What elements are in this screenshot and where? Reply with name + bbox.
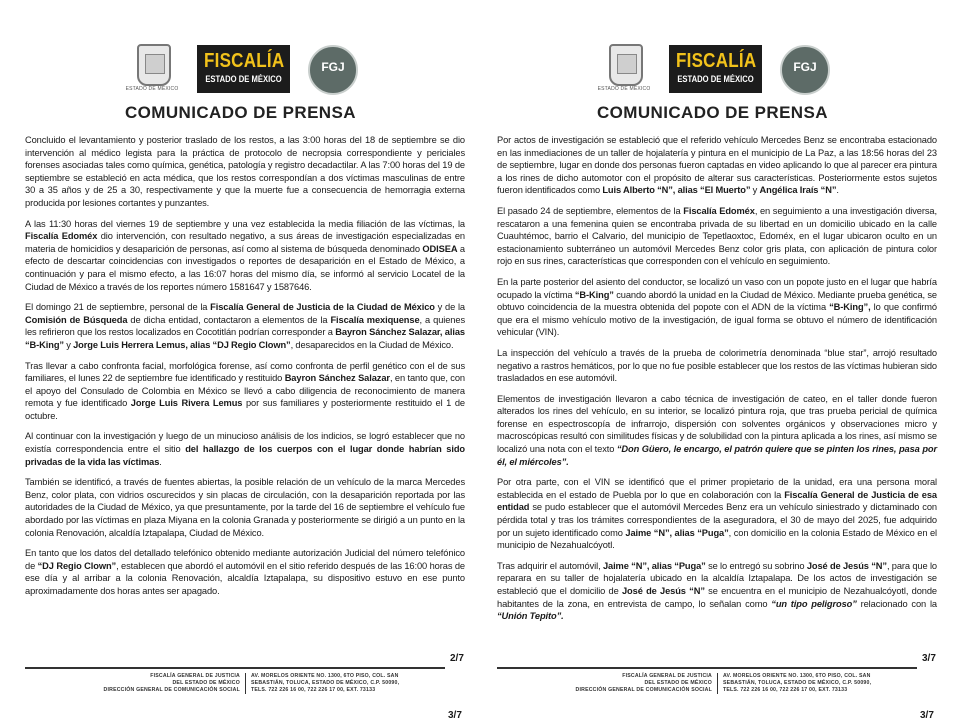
text: se encuentra en el municipio de Nezahualcóyotl, donde habitantes de la zona, en entrevista de campo, lo señalan como (497, 586, 937, 609)
bold-text: Comisión de Búsqueda (25, 314, 128, 325)
footer-line: AV. MORELOS ORIENTE NO. 1300, 6TO PISO, COL. SAN (723, 673, 871, 679)
footer-line: DIRECCIÓN GENERAL DE COMUNICACIÓN SOCIAL (575, 687, 712, 693)
text: El domingo 21 de septiembre, personal de la (25, 302, 211, 313)
text: Tras llevar a cabo confronta facial, morfológica forense, así como confronta de perfil genético con el de sus familiares, el lunes 22 de septiembre fue identificado y restituido (25, 360, 465, 384)
page-number: 3/7 (922, 653, 936, 664)
text: cuando abordó la unidad en la Ciudad de México. Mediante prueba genética, se obtuvo coincidencia de la muestra obtenida del popote con el ADN de la víctima (497, 289, 937, 313)
footer-line: FISCALÍA GENERAL DE JUSTICIA (622, 673, 712, 679)
footer-separator (717, 673, 718, 694)
text: , con domicilio en la colonia Estado de México en el municipio de Nezahualcóyotl. (497, 527, 937, 551)
paragraph (25, 301, 465, 351)
bold-text: del hallazgo de los cuerpos con el lugar donde habrían sido privadas de la vida las víctimas (25, 444, 465, 467)
bold-text: Bayron Sánchez Salazar (284, 373, 390, 384)
paragraph (25, 430, 465, 468)
text: se pudo establecer que el automóvil Mercedes Benz era un vehículo siniestrado y dictaminado con pérdida total y tras los trámites correspondientes de la aseguradora, el 30 de mayo del 2025, fue adquirido por un sujeto identificado como (497, 502, 937, 538)
coat-of-arms-icon (609, 44, 643, 86)
text: , para que lo reparara en su taller de hojalatería ubicado en la alcaldía Iztapalapa. De los actos de investigación se estableció que el domicilio de (497, 560, 937, 596)
text: El pasado 24 de septiembre, elementos de la (497, 205, 684, 216)
footer-line: SEBASTIÁN, TOLUCA, ESTADO DE MÉXICO, C.P. 50090, (723, 680, 872, 686)
paragraph (497, 205, 937, 268)
footer-line: DEL ESTADO DE MÉXICO (172, 680, 240, 686)
text: , a quienes les refirieron que los restos localizados en Cocotitlán podrían corresponder a (25, 314, 465, 338)
bold-text: Fiscalía mexiquense (330, 314, 420, 325)
text: Por actos de investigación se estableció que el referido vehículo Mercedes Benz se encontraba estacionado en las inmediaciones de un taller de hojalatería y pintura en el municipio de La Paz, a las 18:56 horas del 23 de septiembre, lugar en donde dos personas fueron captadas en video aplicando lo que al parecer era pintura a los rines de dicho automotor con el propósito de alterar sus características. Posteriormente estos sujetos fueron identificados como (497, 135, 937, 196)
bold-text: Jorge Luis Rivera Lemus (130, 398, 243, 409)
coat-label: ESTADO DE MÉXICO (597, 86, 651, 92)
bold-text: Fiscalía Edoméx (683, 205, 755, 216)
text: La inspección del vehículo a través de la prueba de colorimetría denominada “blue star”, arrojó resultado negativo a rastros hemáticos, por lo que no fue posible establecer que los restos de las víctimas hubieran sido trasladados en ese automóvil. (497, 347, 937, 384)
footer-line: DIRECCIÓN GENERAL DE COMUNICACIÓN SOCIAL (103, 687, 240, 693)
bold-text: “un tipo peligroso” (771, 598, 857, 609)
text: Al continuar con la investigación y luego de un minucioso análisis de los indicios, se logró establecer que no existía correspondencia entre el sitio (25, 431, 465, 455)
text: por sus familiares y posteriormente restituido el 1 de octubre. (25, 398, 465, 421)
footer-line: TELS. 722 226 16 00, 722 226 17 00, EXT. 73133 (723, 687, 848, 693)
footer-line: DEL ESTADO DE MÉXICO (644, 680, 712, 686)
bold-text: “Don Güero, le encargo, el patrón quiere que se pinten los rines, pasa por él, el miércoles”. (497, 444, 937, 467)
footer-divider (497, 667, 917, 669)
bold-text: Luis Alberto “N”, alias “El Muerto” (602, 185, 751, 196)
text: lo que confirmó que era el mismo vehículo motivo de la investigación, de igual forma se obtuvo el número de identificación vehicular (VIN). (497, 302, 937, 338)
document-body (25, 134, 465, 606)
text: Por otra parte, con el VIN se identificó que el primer propietario de la unidad, era una persona moral establecida en el estado de Puebla por lo que en colaboración con la (497, 477, 937, 500)
text: a efecto de descartar coincidencias con investigados o reportes de desaparición en el Estado de México, a continuación y para el mismo efecto, a las 16:07 horas del mismo día, se informó al servicio Locatel de la Ciudad de México a través de los reportes número 1581647 y 1587646. (25, 243, 465, 292)
text: , desaparecidos en la Ciudad de México. (290, 339, 454, 350)
bold-text: “B-King” (574, 289, 614, 300)
text: Tras adquirir el automóvil, (497, 560, 603, 571)
text: y de la (434, 302, 465, 313)
bold-text: “Unión Tepito”. (497, 611, 564, 622)
text: Elementos de investigación llevaron a cabo técnica de investigación de cateo, en el taller donde fueron alterados los rines del vehículo, en su interior, se localizó pintura roja, que tras prueba pericial de química forense en espectroscopía de infrarrojo, dispersión con solventes orgánicos y observaciones micro y macroscópicas resultó con similitudes físicas y de solubilidad con la pintura aplicada a los rines, así mismo se localizó una nota con el texto (497, 393, 937, 455)
text: , en seguimiento a una investigación diversa, rescataron a una femenina quien se encontraba privada de su libertad en un domicilio ubicado en la calle Cuauhtémoc, barrio el Calvario, del municipio de Tepetlaoxtoc, Edoméx, en el lugar ubicaron oculto en un estacionamiento subterráneo un automóvil Mercedes Benz color gris plata, con aplicación de pintura color rojo en sus rines, características que corresponden con el vehículo en seguimiento. (497, 205, 937, 267)
text: y (750, 185, 760, 196)
text: También se identificó, a través de fuentes abiertas, la posible relación de un vehículo de la marca Mercedes Benz, color plata, con vidrios oscurecidos y sin placas de circulación, con la desaparición reportada por las autoridades de la Ciudad de México, ya que presuntamente, por la tarde del 16 de septiembre el vehículo fue abordado por las víctimas en plaza Miyana en la colonia Granada y posteriormente se dirigió a un punto en la colonia Renovación, alcaldía Iztapalapa, Ciudad de México. (25, 477, 465, 538)
text: En la parte posterior del asiento del conductor, se localizó un vaso con un popote justo en el lugar que habría ocupado la víctima (497, 276, 937, 300)
page-title: COMUNICADO DE PRENSA (597, 103, 828, 122)
text: . (159, 456, 162, 467)
text: A las 11:30 horas del viernes 19 de septiembre y una vez establecida la media filiación de las víctimas, la (25, 218, 465, 229)
bold-text: Fiscalía General de Justicia de la Ciudad de México (210, 302, 435, 313)
paragraph (497, 393, 937, 469)
footer-line: FISCALÍA GENERAL DE JUSTICIA (150, 673, 240, 679)
fiscalia-logo (669, 45, 762, 93)
next-page-number: 3/7 (448, 710, 462, 721)
text: En tanto que los datos del detallado telefónico obtenido mediante autorización Judicial del número telefónico de (25, 548, 465, 571)
paragraph (25, 218, 465, 294)
paragraph (25, 476, 465, 539)
bold-text: “B-King”, (829, 302, 871, 313)
fgj-logo: FGJ (308, 45, 358, 95)
fiscalia-logo-top: FISCALÍA (675, 50, 757, 72)
bold-text: Angélica Iraís “N” (759, 185, 837, 196)
fiscalia-logo-bottom: ESTADO DE MÉXICO (677, 74, 754, 84)
bold-text: Jaime “N”, alias “Puga” (625, 527, 729, 538)
footer-institution (104, 673, 240, 694)
bold-text: José de Jesús “N” (621, 586, 705, 596)
bold-text: ODISEA (422, 243, 458, 254)
bold-text: “DJ Regio Clown” (37, 560, 117, 571)
page-title: COMUNICADO DE PRENSA (125, 103, 356, 122)
paragraph (25, 134, 465, 210)
document-page-3 (472, 0, 947, 720)
paragraph (497, 560, 937, 623)
text: y (63, 339, 74, 350)
paragraph (25, 547, 465, 597)
text: de dicha entidad, contactaron a elementos de la (127, 314, 331, 325)
paragraph (497, 476, 937, 552)
next-page-number: 3/7 (920, 710, 934, 721)
paragraph (497, 276, 937, 339)
estado-de-mexico-coat-of-arms-logo (595, 44, 653, 96)
bold-text: José de Jesús “N” (806, 560, 887, 571)
document-body (497, 134, 937, 631)
text: , en tanto que, con el apoyo del Consulado de Colombia en México se llevó a cabo diligencia de reconocimiento de manera remota y fue identificado (25, 373, 465, 409)
footer-institution (576, 673, 712, 694)
bold-text: Jorge Luis Herrera Lemus, alias “DJ Regio Clown” (73, 339, 291, 350)
text: , establecen que abordó el automóvil en el sitio referido después de las 16:00 horas de ese día y al arribar a la colonia Renovación, alcaldía Iztapalapa, su dispositivo estuvo en ese punto aproximadamente dos horas antes ser apagado. (25, 560, 465, 596)
bold-text: Fiscalía General de Justicia de esa entidad (497, 489, 937, 513)
footer-line: AV. MORELOS ORIENTE NO. 1300, 6TO PISO, COL. SAN (251, 673, 399, 679)
bold-text: Jaime “N”, alias “Puga” (602, 560, 706, 571)
text: dio intervención, con resultado negativo, a sus áreas de investigación especializadas en materia de homicidios y desaparición de personas, así como al sistema de búsqueda denominado (25, 231, 465, 254)
text: Concluido el levantamiento y posterior traslado de los restos, a las 3:00 horas del 18 de septiembre se dio intervención al médico legista para la práctica de protocolo de necropsia correspondiente y periciales forenses asociadas tales como química, genética, patología y registro decadactilar. A las 7:00 horas del 19 de septiembre se estableció en acta médica, que los restos correspondían a dos víctimas masculinas de entre 30 a 35 años y de 25 a 30, respectivamente y que la muerte fue a consecuencia de hemorragia externa producida por lesiones cortantes y punzantes. (25, 135, 465, 208)
paragraph (25, 360, 465, 423)
footer-divider (25, 667, 445, 669)
bold-text: Bayron Sánchez Salazar, alias “B-King” (25, 327, 465, 350)
page-number: 2/7 (450, 653, 464, 664)
text: relacionado con la (856, 598, 937, 609)
footer-line: TELS. 722 226 16 00, 722 226 17 00, EXT. 73133 (251, 687, 376, 693)
footer-address (251, 673, 399, 694)
text: se lo entregó su sobrino (705, 560, 807, 571)
document-page-2 (0, 0, 475, 720)
footer-line: SEBASTIÁN, TOLUCA, ESTADO DE MÉXICO, C.P. 50090, (251, 680, 400, 686)
fgj-logo: FGJ (780, 45, 830, 95)
coat-of-arms-icon (137, 44, 171, 86)
footer-separator (245, 673, 246, 694)
fiscalia-logo-bottom: ESTADO DE MÉXICO (205, 74, 282, 84)
estado-de-mexico-coat-of-arms-logo (123, 44, 181, 96)
bold-text: Fiscalía Edoméx (25, 231, 98, 242)
paragraph (497, 134, 937, 197)
footer-address (723, 673, 871, 694)
coat-label: ESTADO DE MÉXICO (125, 86, 179, 92)
paragraph (497, 347, 937, 385)
fiscalia-logo-top: FISCALÍA (203, 50, 285, 72)
fiscalia-logo (197, 45, 290, 93)
text: . (836, 185, 839, 196)
